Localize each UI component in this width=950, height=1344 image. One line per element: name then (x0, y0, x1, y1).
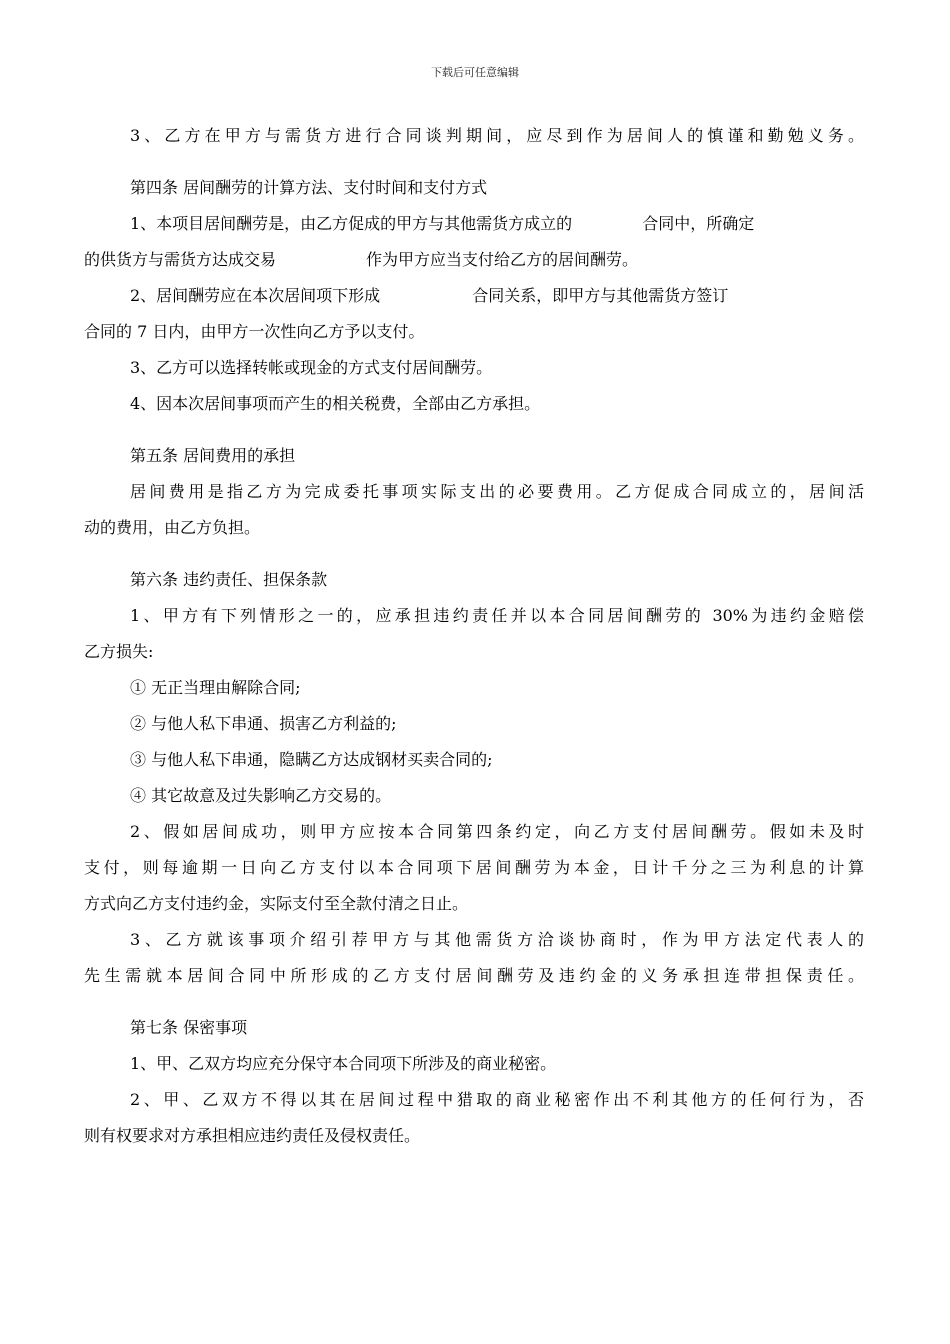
article6-item2-line2: 支付，则每逾期一日向乙方支付以本合同项下居间酬劳为本金，日计千分之三为利息的计算 (84, 858, 864, 877)
article6-item3-line1: 3、乙方就该事项介绍引荐甲方与其他需货方洽谈协商时，作为甲方法定代表人的 (130, 930, 864, 949)
article7-item2-line2: 则有权要求对方承担相应违约责任及侵权责任。 (84, 1126, 421, 1145)
article6-sub-item-3: ③ 与他人私下串通，隐瞒乙方达成钢材买卖合同的; (130, 750, 493, 769)
article4-item2-line2: 合同的 7 日内，由甲方一次性向乙方予以支付。 (84, 322, 425, 341)
article7-item1: 1、甲、乙双方均应充分保守本合同项下所涉及的商业秘密。 (130, 1054, 557, 1073)
article5-para-line1: 居间费用是指乙方为完成委托事项实际支出的必要费用。乙方促成合同成立的，居间活 (130, 482, 864, 501)
article6-item3-line2: 先生需就本居间合同中所形成的乙方支付居间酬劳及违约金的义务承担连带担保责任。 (84, 966, 864, 985)
article6-sub-item-4: ④ 其它故意及过失影响乙方交易的。 (130, 786, 392, 805)
article7-title: 第七条 保密事项 (130, 1018, 248, 1037)
article6-item1-line2: 乙方损失: (84, 642, 154, 661)
article5-title: 第五条 居间费用的承担 (130, 446, 296, 465)
document-body (84, 118, 864, 1154)
article6-sub-item-1: ① 无正当理由解除合同; (130, 678, 301, 697)
article6-title: 第六条 违约责任、担保条款 (130, 570, 328, 589)
article4-item2-line1: 2、居间酬劳应在本次居间项下形成 合同关系，即甲方与其他需货方签订 (130, 286, 729, 305)
article3-item3: 3、乙方在甲方与需货方进行合同谈判期间，应尽到作为居间人的慎谨和勤勉义务。 (130, 126, 864, 145)
article4-item1-line1: 1、本项目居间酬劳是，由乙方促成的甲方与其他需货方成立的 合同中，所确定 (130, 214, 755, 233)
article7-item2-line1: 2、甲、乙双方不得以其在居间过程中猎取的商业秘密作出不利其他方的任何行为，否 (130, 1090, 864, 1109)
article5-para-line2: 动的费用，由乙方负担。 (84, 518, 261, 537)
article4-item3: 3、乙方可以选择转帐或现金的方式支付居间酬劳。 (130, 358, 493, 377)
article6-sub-item-2: ② 与他人私下串通、损害乙方利益的; (130, 714, 397, 733)
article6-item2-line3: 方式向乙方支付违约金，实际支付至全款付清之日止。 (84, 894, 469, 913)
article4-item1-line2: 的供货方与需货方达成交易 作为甲方应当支付给乙方的居间酬劳。 (84, 250, 639, 269)
article4-title: 第四条 居间酬劳的计算方法、支付时间和支付方式 (130, 178, 488, 197)
article4-item4: 4、因本次居间事项而产生的相关税费，全部由乙方承担。 (130, 394, 541, 413)
article6-item2-line1: 2、假如居间成功，则甲方应按本合同第四条约定，向乙方支付居间酬劳。假如未及时 (130, 822, 864, 841)
page-header: 下载后可任意编辑 (431, 66, 519, 79)
article6-item1-line1: 1、甲方有下列情形之一的，应承担违约责任并以本合同居间酬劳的 30%为违约金赔偿 (130, 606, 864, 625)
